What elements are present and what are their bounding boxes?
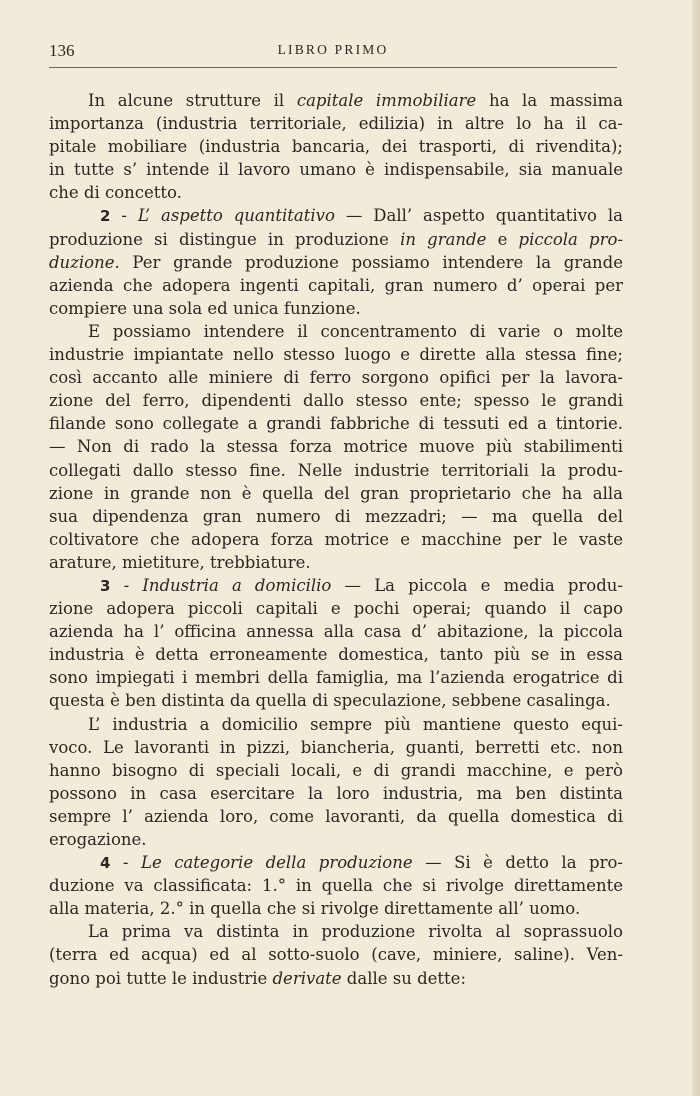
- italic-text: in grande: [400, 229, 487, 249]
- text-run: in tutte s’ intende il lavoro umano è indispensabile, sia manuale: [49, 160, 623, 180]
- text-run: duzione va classificata: 1.° in quella che si rivolge direttamente: [49, 876, 623, 896]
- text-line: [49, 967, 623, 990]
- text-run: azienda che adopera ingenti capitali, gran numero d’ operai per: [49, 275, 623, 295]
- text-line: [49, 897, 623, 920]
- italic-text: piccola pro-: [518, 229, 624, 249]
- text-line: [49, 874, 623, 897]
- text-line: [49, 736, 623, 759]
- text-line: [49, 943, 623, 966]
- text-run: azienda ha l’ officina annessa alla casa d’ abitazione, la piccola: [49, 622, 623, 642]
- text-run: così accanto alle miniere di ferro sorgono opifici per la lavora-: [49, 368, 623, 388]
- text-run: gono poi tutte le industrie: [49, 968, 273, 988]
- italic-text: derivate: [272, 968, 342, 988]
- text-line: [49, 320, 623, 343]
- text-run: industrie impiantate nello stesso luogo e dirette alla stessa fine;: [49, 345, 623, 365]
- text-line: [49, 851, 623, 874]
- text-line: [49, 343, 623, 366]
- text-run: che di concetto.: [49, 183, 182, 203]
- text-run: compiere una sola ed unica funzione.: [49, 298, 361, 318]
- text-run: erogazione.: [49, 830, 147, 849]
- text-run: sua dipendenza gran numero di mezzadri; — ma quella del: [49, 506, 623, 526]
- text-run: L’ industria a domicilio sempre più mantiene questo equi-: [88, 714, 623, 734]
- text-line: [49, 551, 623, 574]
- header-rule: [49, 67, 617, 68]
- page-number: 136: [49, 41, 75, 60]
- text-line: [49, 228, 623, 251]
- page-header: [49, 41, 617, 63]
- text-run: zione adopera piccoli capitali e pochi operai; quando il capo: [49, 599, 623, 619]
- text-run: arature, mietiture, trebbiature.: [49, 552, 311, 572]
- text-run: In alcune strutture il: [88, 91, 297, 110]
- text-line: [49, 574, 623, 597]
- text-line: [49, 643, 623, 666]
- text-run: pitale mobiliare (industria bancaria, dei trasporti, di rivendita);: [49, 137, 623, 157]
- text-run: (terra ed acqua) ed al sotto-suolo (cave, miniere, saline). Ven-: [49, 945, 623, 965]
- text-line: [49, 528, 623, 551]
- body-text: [49, 89, 623, 990]
- text-run: La prima va distinta in produzione rivolta al soprassuolo: [88, 922, 623, 942]
- text-run: sono impiegati i membri della famiglia, ma l’azienda erogatrice di: [49, 668, 623, 688]
- text-run: -: [110, 853, 141, 873]
- text-run: — Dall’ aspetto quantitativo la: [334, 206, 623, 226]
- text-run: e: [486, 229, 519, 249]
- text-line: [49, 389, 623, 412]
- text-run: coltivatore che adopera forza motrice e macchine per le vaste: [49, 529, 623, 549]
- italic-text: Industria a domicilio: [142, 575, 332, 595]
- text-run: — Si è detto la pro-: [412, 853, 623, 873]
- text-line: [49, 759, 623, 782]
- text-run: industria è detta erroneamente domestica, tanto più se in essa: [49, 645, 623, 665]
- text-line: [49, 435, 623, 458]
- text-run: dalle su dette:: [341, 968, 467, 988]
- text-line: [49, 181, 623, 204]
- text-run: — La piccola e media produ-: [331, 575, 624, 595]
- text-run: — Non di rado la stessa forza motrice muove più stabilimenti: [49, 437, 623, 457]
- page-edge-shadow: [692, 0, 700, 1096]
- text-run: hanno bisogno di speciali locali, e di grandi macchine, e però: [49, 760, 623, 780]
- text-run: ha la massima: [476, 91, 623, 110]
- text-run: zione del ferro, dipendenti dallo stesso ente; spesso le grandi: [49, 391, 623, 411]
- text-line: [49, 89, 623, 112]
- section-number: 2: [100, 207, 111, 226]
- text-line: [49, 297, 623, 320]
- text-line: [49, 158, 623, 181]
- text-line: [49, 782, 623, 805]
- text-run: filande sono collegate a grandi fabbriche di tessuti ed a tintorie.: [49, 414, 623, 434]
- text-run: possono in casa esercitare la loro industria, ma ben distinta: [49, 783, 623, 803]
- text-line: [49, 920, 623, 943]
- text-line: [49, 597, 623, 620]
- running-title: LIBRO PRIMO: [277, 42, 389, 57]
- text-line: [49, 459, 623, 482]
- text-run: collegati dallo stesso fine. Nelle industrie territoriali la produ-: [49, 460, 623, 480]
- text-line: [49, 482, 623, 505]
- text-line: [49, 412, 623, 435]
- text-line: [49, 204, 623, 227]
- text-line: [49, 135, 623, 158]
- italic-text: capitale immobiliare: [296, 91, 477, 110]
- text-line: [49, 828, 623, 851]
- text-line: [49, 620, 623, 643]
- text-run: produzione si distingue in produzione: [49, 229, 401, 249]
- text-line: [49, 505, 623, 528]
- italic-text: duzione.: [49, 252, 120, 272]
- text-line: [49, 805, 623, 828]
- text-run: voco. Le lavoranti in pizzi, biancheria, guanti, berretti etc. non: [49, 737, 623, 757]
- text-line: [49, 366, 623, 389]
- text-run: sempre l’ azienda loro, come lavoranti, da quella domestica di: [49, 806, 623, 826]
- text-line: [49, 666, 623, 689]
- text-line: [49, 689, 623, 712]
- text-run: importanza (industria territoriale, edilizia) in altre lo ha il ca-: [49, 114, 623, 134]
- italic-text: L’ aspetto quantitativo: [137, 206, 335, 226]
- text-run: zione in grande non è quella del gran proprietario che ha alla: [49, 483, 623, 503]
- text-line: [49, 713, 623, 736]
- section-number: 3: [100, 576, 111, 595]
- text-run: alla materia, 2.° in quella che si rivolge direttamente all’ uomo.: [49, 899, 581, 919]
- italic-text: Le categorie della produzione: [140, 853, 413, 873]
- text-line: [49, 251, 623, 274]
- text-run: questa è ben distinta da quella di speculazione, sebbene casalinga.: [49, 691, 611, 711]
- text-line: [49, 274, 623, 297]
- text-run: -: [110, 206, 138, 226]
- text-line: [49, 112, 623, 135]
- text-run: Per grande produzione possiamo intendere la grande: [119, 252, 623, 272]
- text-run: E possiamo intendere il concentramento di varie o molte: [88, 321, 623, 341]
- section-number: 4: [100, 854, 111, 873]
- text-run: -: [110, 575, 143, 595]
